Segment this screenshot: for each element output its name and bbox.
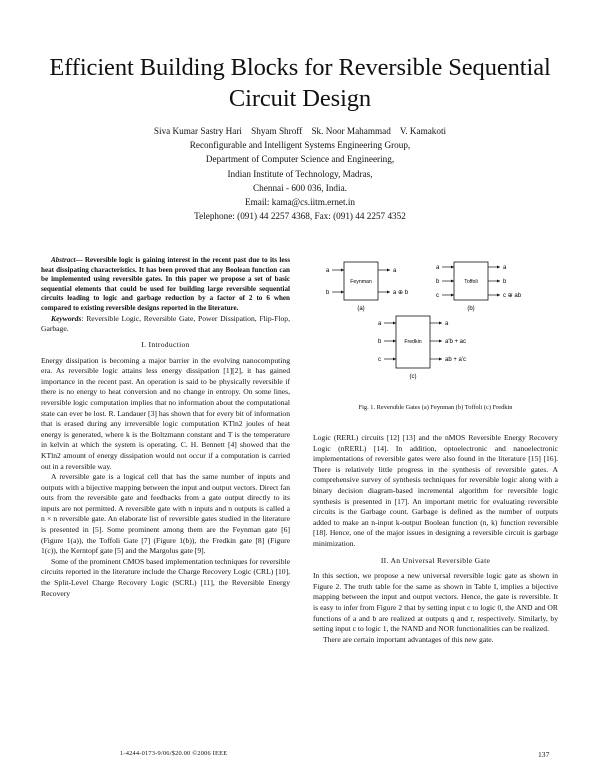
paper-title [20,52,580,114]
fredkin-gate-diagram [378,316,466,380]
keywords [41,314,290,334]
toffoli-input-b: b [436,279,440,285]
fredkin-input-b: b [378,339,382,345]
toffoli-label: Toffoli [464,279,478,285]
toffoli-output-r: c ⊕ ab [503,293,522,299]
feynman-input-a: a [326,268,330,274]
author-phone: Telephone: (091) 44 2257 4368, Fax: (091) 44 2257 4352 [194,211,406,222]
fredkin-arrow-c [393,358,396,361]
footer-isbn: 1-4244-0173-9/06/$20.00 ©2006 IEEE [120,750,228,757]
intro-paragraph-1: Energy dissipation is becoming a major barrier in the evolving nanocomputing era. As reversible logic attains less energy dissipation [1][2], it has gained importance in the recent past. An operation is said to be physically reversible if there is no energy to heat conversion and no change in entropy. On some lines, reversible logic computation implies that no information about the computational state can ever be lost. R. Landauer [3] has shown that for every bit of information that is erased during any irreversible logic computation KTln2 joules of heat energy is generated, where k is the Boltzmann constant and T is the temperature in kelvin at which the system is operating. C. H. Bennett [4] showed that the KTln2 amount of energy dissipation would not occur if a computation is carried out in a reversible way. [41,355,290,471]
right-paragraph-1: Logic (RERL) circuits [12] [13] and the nMOS Reversible Energy Recovery Logic (nRERL) [14]. In addition, optoelectronic and nanoelectronic implementations of reversible gates were also found in the literature [15] [16]. There is relatively little progress in the synthesis of reversible gates. A comprehensive survey of synthesis techniques for reversible logic along with a binary decision diagram-based incremental algorithm for reversible logic synthesis is presented in [17]. An important metric for evaluating reversible circuits is the Garbage count. Garbage is defined as the number of outputs added to make an n-input k-output Boolean function (n, k) function reversible [18]. Hence, one of the major issues in designing a reversible circuit is garbage minimization. [313,433,558,548]
feynman-output-q: a ⊕ b [393,290,409,296]
author-email: Email: kama@cs.iitm.ernet.in [244,197,355,208]
fredkin-arrow-q [439,340,442,343]
toffoli-arrow-q [497,280,500,283]
figure-1-caption: Fig. 1. Reversible Gates (a) Feynman (b) Toffoli (c) Fredkin [358,404,513,411]
fredkin-label: Fredkin [404,339,422,345]
toffoli-output-p: a [503,265,507,271]
toffoli-arrow-r [497,294,500,297]
keywords-label: Keywords [51,313,82,323]
feynman-arrow-q [387,291,390,294]
intro-paragraph-3: Some of the prominent CMOS based implementation techniques for reversible circuits reported in the literature include the Charge Recovery Logic (CRL) [10], the Split-Level Charge Recovery Logic (SCRL) [11], the Reversible Energy Recovery [41,556,290,598]
feynman-arrow-b [341,291,344,294]
feynman-arrow-a [341,269,344,272]
toffoli-output-q: b [503,279,507,285]
toffoli-input-a: a [436,265,440,271]
section2-paragraph-1: In this section, we propose a new universal reversible logic gate as shown in Figure 2. The truth table for the same as shown in Table I, implies a bijective mapping between the input and output vectors. Hence, the gate is reversible. It is easy to infer from Figure 2 that by setting input c to logic 0, the AND and OR functions of a and b are realized at outputs q and r, respectively. Similarly, by setting input c to logic 1, the NAND and NOR functionalities can be realized. [313,571,558,634]
fredkin-tag: (c) [409,374,417,380]
feynman-tag: (a) [357,306,365,312]
toffoli-arrow-b [451,280,454,283]
fredkin-arrow-p [439,322,442,325]
fredkin-input-a: a [378,321,382,327]
feynman-output-p: a [393,268,397,274]
title-line-2: Circuit Design [228,85,372,112]
feynman-label: Feynman [350,279,372,285]
feynman-input-b: b [326,290,330,296]
fredkin-arrow-r [439,358,442,361]
author-block [20,124,580,223]
toffoli-arrow-a [451,266,454,269]
intro-paragraph-2: A reversible gate is a logical cell that has the same number of inputs and outputs with a bijective mapping between the input and output vectors. Direct fan outs from the reversible gate and feedbacks from a gate output directly to its inputs are not permitted. A reversible gate with n inputs and n outputs is called a n × n reversible gate. An elaborate list of reversible gates studied in the literature is presented in [5]. Some prominent among them are the Feynman gate [6] (Figure 1(a)), the Toffoli Gate [7] (Figure 1(b)), the Fredkin gate [8] (Figure 1(c)), the Kerntopf gate [5] and the Margolus gate [9]. [41,472,290,556]
keywords-text: : Reversible Logic, Reversible Gate, Power Dissipation, Flip-Flop, Garbage. [41,313,290,333]
toffoli-arrow-c [451,294,454,297]
fredkin-arrow-b [393,340,396,343]
fredkin-output-p: a [445,321,449,327]
abstract-text: — Reversible logic is gaining interest in the recent past due to its less heat dissipating characteristics. It has been proved that any Boolean function can be implemented using reversible gates. In this paper we propose a set of basic sequential elements that could be used for building large reversible sequential circuits leading to logic and garbage reduction by a factor of 2 to 6 when compared to existing reversible designs reported in the literature. [41,256,290,312]
feynman-gate-diagram [326,262,409,312]
author-names: Siva Kumar Sastry Hari Shyam Shroff Sk. Noor Mahammad V. Kamakoti [153,126,447,136]
left-column [41,256,290,599]
feynman-arrow-p [387,269,390,272]
section-heading-universal-gate: II. An Universal Reversible Gate [380,555,491,565]
section2-paragraph-2: There are certain important advantages of this new gate. [323,634,494,644]
title-line-1: Efficient Building Blocks for Reversible Sequential [49,54,551,81]
figure-reversible-gates [318,258,558,394]
toffoli-tag: (b) [467,306,475,312]
abstract-label: Abstract [51,256,76,264]
right-column [313,433,558,645]
page-number: 137 [538,750,550,759]
toffoli-input-c: c [436,293,439,299]
toffoli-gate-diagram [436,262,522,312]
abstract [41,256,290,314]
author-city: Chennai - 600 036, India. [253,182,347,193]
fredkin-output-q: a'b + ac [445,339,466,345]
author-department: Department of Computer Science and Engineering, [205,154,395,165]
fredkin-arrow-a [393,322,396,325]
section-heading-introduction: I. Introduction [141,339,190,349]
fredkin-input-c: c [378,357,381,363]
fredkin-output-r: ab + a'c [445,357,466,363]
author-institute: Indian Institute of Technology, Madras, [227,168,373,179]
author-lab: Reconfigurable and Intelligent Systems Engineering Group, [189,140,411,151]
toffoli-arrow-p [497,266,500,269]
